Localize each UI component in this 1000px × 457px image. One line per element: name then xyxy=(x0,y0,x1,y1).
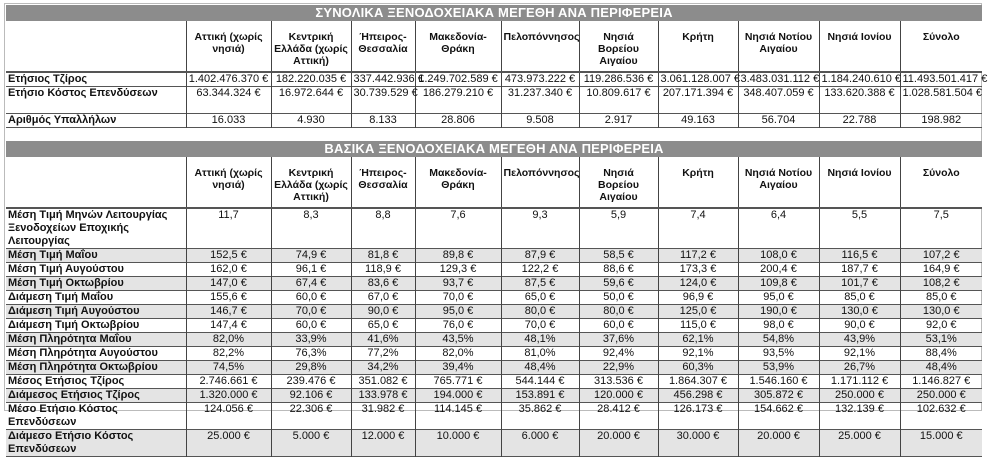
table-row xyxy=(6,333,982,347)
basic-metrics-title: ΒΑΣΙΚΑ ΞΕΝΟΔΟΧΕΙΑΚΑ ΜΕΓΕΘΗ ΑΝΑ ΠΕΡΙΦΕΡΕΙΑ xyxy=(6,141,982,157)
table-cell: 54,8% xyxy=(738,333,819,347)
table-cell: 122,2 € xyxy=(501,263,579,277)
table-cell: 49.163 xyxy=(658,114,738,128)
table-cell: 92,1% xyxy=(658,347,738,361)
table-cell: 132.139 € xyxy=(819,403,900,430)
table-cell: 30.000 € xyxy=(658,430,738,457)
table-cell: 93,5% xyxy=(738,347,819,361)
column-header: Πελοπόννησος xyxy=(501,157,579,208)
table-cell: 473.973.222 € xyxy=(501,72,579,87)
column-header: Σύνολο xyxy=(900,21,982,72)
table-cell: 6,4 xyxy=(738,208,819,249)
table-cell: 16.972.644 € xyxy=(271,87,351,114)
table-cell: 7,5 xyxy=(900,208,982,249)
table-cell: 92,1% xyxy=(819,347,900,361)
table-cell: 53,1% xyxy=(900,333,982,347)
table-cell: 41,6% xyxy=(351,333,415,347)
column-header: Νησιά Ιονίου xyxy=(819,21,900,72)
table-cell: 182.220.035 € xyxy=(271,72,351,87)
table-cell: 34,2% xyxy=(351,361,415,375)
table-cell: 147,4 € xyxy=(186,319,271,333)
table-cell: 20.000 € xyxy=(579,430,658,457)
table-cell: 152,5 € xyxy=(186,249,271,263)
table-cell: 6.000 € xyxy=(501,430,579,457)
table-row xyxy=(6,361,982,375)
table-cell: 11.493.501.417 € xyxy=(900,72,982,87)
table-cell: 60,0 € xyxy=(579,319,658,333)
table-cell: 82,0% xyxy=(186,333,271,347)
table-cell: 1.864.307 € xyxy=(658,375,738,389)
table-cell: 48,4% xyxy=(900,361,982,375)
table-cell: 70,0 € xyxy=(415,291,501,305)
column-header: Νησιά Νοτίου Αιγαίου xyxy=(738,157,819,208)
table-cell: 7,6 xyxy=(415,208,501,249)
table-cell: 90,0 € xyxy=(819,319,900,333)
column-header: Νησιά Βορείου Αιγαίου xyxy=(579,157,658,208)
table-cell: 8,8 xyxy=(351,208,415,249)
table-cell: 81,8 € xyxy=(351,249,415,263)
row-label: Διάμεση Τιμή Αυγούστου xyxy=(6,305,186,319)
table-cell: 130,0 € xyxy=(819,305,900,319)
table-cell: 351.082 € xyxy=(351,375,415,389)
table-cell: 92.106 € xyxy=(271,389,351,403)
table-cell: 239.476 € xyxy=(271,375,351,389)
table-cell: 108,2 € xyxy=(900,277,982,291)
table-cell: 9.508 xyxy=(501,114,579,128)
row-label: Μέση Τιμή Αυγούστου xyxy=(8,263,124,275)
table-row xyxy=(6,291,982,305)
table-cell: 74,9 € xyxy=(271,249,351,263)
table-cell: 70,0 € xyxy=(501,319,579,333)
table-row xyxy=(6,249,982,263)
table-cell: 337.442.936 € xyxy=(351,72,415,87)
table-cell: 28.412 € xyxy=(579,403,658,430)
table-cell: 164,9 € xyxy=(900,263,982,277)
row-label: Μέση Πληρότητα Οκτωβρίου xyxy=(6,361,186,375)
table-cell: 22,9% xyxy=(579,361,658,375)
table-row xyxy=(6,403,982,430)
table-cell: 50,0 € xyxy=(579,291,658,305)
table-cell: 26,7% xyxy=(819,361,900,375)
table-cell: 58,5 € xyxy=(579,249,658,263)
table-cell: 77,2% xyxy=(351,347,415,361)
basic-metrics-table xyxy=(6,157,982,457)
table-cell: 48,1% xyxy=(501,333,579,347)
table-cell: 88,4% xyxy=(900,347,982,361)
table-cell: 28.806 xyxy=(415,114,501,128)
column-header: Μακεδονία-Θράκη xyxy=(415,157,501,208)
table-row xyxy=(6,319,982,333)
column-header: Μακεδονία-Θράκη xyxy=(415,21,501,72)
row-label: Μέσο Ετήσιο Κόστος Επενδύσεων xyxy=(8,403,118,428)
table-cell: 82,0% xyxy=(415,347,501,361)
table-cell: 48,4% xyxy=(501,361,579,375)
table-cell: 1.546.160 € xyxy=(738,375,819,389)
table-cell: 82,2% xyxy=(186,347,271,361)
table-cell: 117,2 € xyxy=(658,249,738,263)
table-cell: 194.000 € xyxy=(415,389,501,403)
table-cell: 101,7 € xyxy=(819,277,900,291)
row-label: Μέση Πληρότητα Αυγούστου xyxy=(8,347,158,359)
table-cell: 162,0 € xyxy=(186,263,271,277)
row-label: Μέση Τιμή Οκτωβρίου xyxy=(6,277,186,291)
table-cell: 11,7 xyxy=(186,208,271,249)
table-cell: 8,3 xyxy=(271,208,351,249)
table-cell: 60,0 € xyxy=(271,319,351,333)
table-cell: 5,5 xyxy=(819,208,900,249)
table-cell: 3.061.128.007 € xyxy=(658,72,738,87)
table-cell: 74,5% xyxy=(186,361,271,375)
table-cell: 1.171.112 € xyxy=(819,375,900,389)
table-cell: 133.620.388 € xyxy=(819,87,900,114)
table-cell: 3.483.031.112 € xyxy=(738,72,819,87)
table-cell: 65,0 € xyxy=(501,291,579,305)
table-cell: 114.145 € xyxy=(415,403,501,430)
table-cell: 90,0 € xyxy=(351,305,415,319)
table-cell: 30.739.529 € xyxy=(351,87,415,114)
column-header: Αττική (χωρίς νησιά) xyxy=(186,21,271,72)
table-cell: 7,4 xyxy=(658,208,738,249)
column-header: Πελοπόννησος xyxy=(501,21,579,72)
table-cell: 125,0 € xyxy=(658,305,738,319)
table-cell: 60,3% xyxy=(658,361,738,375)
table-cell: 198.982 xyxy=(900,114,982,128)
column-header: Αττική (χωρίς νησιά) xyxy=(186,157,271,208)
table-cell: 116,5 € xyxy=(819,249,900,263)
table-cell: 67,4 € xyxy=(271,277,351,291)
table-row xyxy=(6,72,982,87)
table-cell: 93,7 € xyxy=(415,277,501,291)
row-label: Ετήσιο Κόστος Επενδύσεων xyxy=(8,87,158,99)
table-cell: 85,0 € xyxy=(900,291,982,305)
row-label: Διάμεσο Ετήσιο Κόστος Επενδύσεων xyxy=(6,430,186,457)
table-cell: 10.809.617 € xyxy=(579,87,658,114)
table-cell: 250.000 € xyxy=(819,389,900,403)
table-cell: 146,7 € xyxy=(186,305,271,319)
row-label: Διάμεσος Ετήσιος Τζίρος xyxy=(6,389,186,403)
table-cell: 1.249.702.589 € xyxy=(415,72,501,87)
table-cell: 108,0 € xyxy=(738,249,819,263)
table-cell: 5,9 xyxy=(579,208,658,249)
column-header: Κρήτη xyxy=(658,21,738,72)
basic-metrics-section xyxy=(6,141,982,457)
table-cell: 70,0 € xyxy=(271,305,351,319)
table-row xyxy=(6,87,982,114)
column-header: Ήπειρος-Θεσσαλία xyxy=(351,157,415,208)
table-row xyxy=(6,305,982,319)
table-cell: 80,0 € xyxy=(579,305,658,319)
table-cell: 124.056 € xyxy=(186,403,271,430)
table-cell: 2.917 xyxy=(579,114,658,128)
table-cell: 305.872 € xyxy=(738,389,819,403)
table-cell: 39,4% xyxy=(415,361,501,375)
table-cell: 765.771 € xyxy=(415,375,501,389)
table-cell: 95,0 € xyxy=(415,305,501,319)
column-header: Κεντρική Ελλάδα (χωρίς Αττική) xyxy=(271,21,351,72)
row-label: Μέση Πληρότητα Μαΐου xyxy=(6,333,186,347)
table-cell: 133.978 € xyxy=(351,389,415,403)
table-cell: 76,3% xyxy=(271,347,351,361)
table-cell: 96,9 € xyxy=(658,291,738,305)
table-cell: 126.173 € xyxy=(658,403,738,430)
table-cell: 2.746.661 € xyxy=(186,375,271,389)
table-cell: 348.407.059 € xyxy=(738,87,819,114)
table-cell: 9,3 xyxy=(501,208,579,249)
table-cell: 95,0 € xyxy=(738,291,819,305)
table-cell: 544.144 € xyxy=(501,375,579,389)
column-header: Κεντρική Ελλάδα (χωρίς Αττική) xyxy=(271,157,351,208)
table-row xyxy=(6,347,982,361)
table-cell: 81,0% xyxy=(501,347,579,361)
table-cell: 1.320.000 € xyxy=(186,389,271,403)
table-cell: 31.237.340 € xyxy=(501,87,579,114)
table-cell: 15.000 € xyxy=(900,430,982,457)
table-cell: 85,0 € xyxy=(819,291,900,305)
header-corner xyxy=(6,157,186,208)
table-cell: 120.000 € xyxy=(579,389,658,403)
table-cell: 124,0 € xyxy=(658,277,738,291)
table-cell: 31.982 € xyxy=(351,403,415,430)
table-cell: 96,1 € xyxy=(271,263,351,277)
table-cell: 25.000 € xyxy=(186,430,271,457)
column-header: Νησιά Ιονίου xyxy=(819,157,900,208)
table-cell: 60,0 € xyxy=(271,291,351,305)
column-header: Ήπειρος-Θεσσαλία xyxy=(351,21,415,72)
table-cell: 119.286.536 € xyxy=(579,72,658,87)
table-cell: 200,4 € xyxy=(738,263,819,277)
table-cell: 65,0 € xyxy=(351,319,415,333)
table-row xyxy=(6,389,982,403)
table-cell: 456.298 € xyxy=(658,389,738,403)
table-cell: 130,0 € xyxy=(900,305,982,319)
table-cell: 147,0 € xyxy=(186,277,271,291)
table-cell: 92,0 € xyxy=(900,319,982,333)
table-cell: 43,5% xyxy=(415,333,501,347)
column-header: Σύνολο xyxy=(900,157,982,208)
table-cell: 67,0 € xyxy=(351,291,415,305)
table-row xyxy=(6,263,982,277)
table-cell: 1.146.827 € xyxy=(900,375,982,389)
table-cell: 1.184.240.610 € xyxy=(819,72,900,87)
table-cell: 92,4% xyxy=(579,347,658,361)
table-row xyxy=(6,114,982,128)
table-cell: 33,9% xyxy=(271,333,351,347)
header-row xyxy=(6,157,982,208)
table-cell: 5.000 € xyxy=(271,430,351,457)
table-cell: 155,6 € xyxy=(186,291,271,305)
table-cell: 76,0 € xyxy=(415,319,501,333)
header-corner xyxy=(6,21,186,72)
table-cell: 53,9% xyxy=(738,361,819,375)
table-cell: 186.279.210 € xyxy=(415,87,501,114)
table-cell: 83,6 € xyxy=(351,277,415,291)
table-cell: 1.028.581.504 € xyxy=(900,87,982,114)
table-cell: 80,0 € xyxy=(501,305,579,319)
table-cell: 187,7 € xyxy=(819,263,900,277)
table-cell: 37,6% xyxy=(579,333,658,347)
column-header: Νησιά Βορείου Αιγαίου xyxy=(579,21,658,72)
table-cell: 207.171.394 € xyxy=(658,87,738,114)
table-cell: 190,0 € xyxy=(738,305,819,319)
row-label: Αριθμός Υπαλλήλων xyxy=(8,114,117,126)
table-cell: 62,1% xyxy=(658,333,738,347)
table-cell: 102.632 € xyxy=(900,403,982,430)
row-label: Μέση Τιμή Μαΐου xyxy=(6,249,186,263)
table-cell: 87,5 € xyxy=(501,277,579,291)
table-cell: 12.000 € xyxy=(351,430,415,457)
table-row xyxy=(6,375,982,389)
row-label: Διάμεση Τιμή Οκτωβρίου xyxy=(8,319,140,331)
table-cell: 118,9 € xyxy=(351,263,415,277)
table-row xyxy=(6,208,982,249)
table-cell: 25.000 € xyxy=(819,430,900,457)
table-cell: 107,2 € xyxy=(900,249,982,263)
table-cell: 115,0 € xyxy=(658,319,738,333)
table-row xyxy=(6,277,982,291)
table-cell: 98,0 € xyxy=(738,319,819,333)
table-cell: 8.133 xyxy=(351,114,415,128)
row-label: Μέσος Ετήσιος Τζίρος xyxy=(8,375,125,387)
table-cell: 153.891 € xyxy=(501,389,579,403)
table-cell: 22.788 xyxy=(819,114,900,128)
total-metrics-section xyxy=(6,5,988,128)
table-cell: 173,3 € xyxy=(658,263,738,277)
table-cell: 29,8% xyxy=(271,361,351,375)
table-cell: 35.862 € xyxy=(501,403,579,430)
table-cell: 63.344.324 € xyxy=(186,87,271,114)
table-cell: 22.306 € xyxy=(271,403,351,430)
table-cell: 154.662 € xyxy=(738,403,819,430)
column-header: Νησιά Νοτίου Αιγαίου xyxy=(738,21,819,72)
table-cell: 109,8 € xyxy=(738,277,819,291)
table-cell: 43,9% xyxy=(819,333,900,347)
table-cell: 4.930 xyxy=(271,114,351,128)
table-cell: 1.402.476.370 € xyxy=(186,72,271,87)
table-cell: 88,6 € xyxy=(579,263,658,277)
column-header: Κρήτη xyxy=(658,157,738,208)
table-row xyxy=(6,430,982,457)
table-cell: 129,3 € xyxy=(415,263,501,277)
table-cell: 87,9 € xyxy=(501,249,579,263)
table-cell: 89,8 € xyxy=(415,249,501,263)
table-cell: 250.000 € xyxy=(900,389,982,403)
row-label: Διάμεση Τιμή Μαΐου xyxy=(8,291,114,303)
table-cell: 10.000 € xyxy=(415,430,501,457)
row-label: Μέση Τιμή Μηνών Λειτουργίας Ξενοδοχείων Εποχικής Λειτουργίας xyxy=(8,209,168,247)
row-label: Ετήσιος Τζίρος xyxy=(8,73,88,85)
table-cell: 20.000 € xyxy=(738,430,819,457)
table-cell: 59,6 € xyxy=(579,277,658,291)
table-cell: 16.033 xyxy=(186,114,271,128)
header-row xyxy=(6,21,982,72)
total-metrics-table xyxy=(6,21,988,128)
table-cell: 56.704 xyxy=(738,114,819,128)
total-metrics-title: ΣΥΝΟΛΙΚΑ ΞΕΝΟΔΟΧΕΙΑΚΑ ΜΕΓΕΘΗ ΑΝΑ ΠΕΡΙΦΕΡΕΙΑ xyxy=(6,5,982,21)
table-cell: 313.536 € xyxy=(579,375,658,389)
